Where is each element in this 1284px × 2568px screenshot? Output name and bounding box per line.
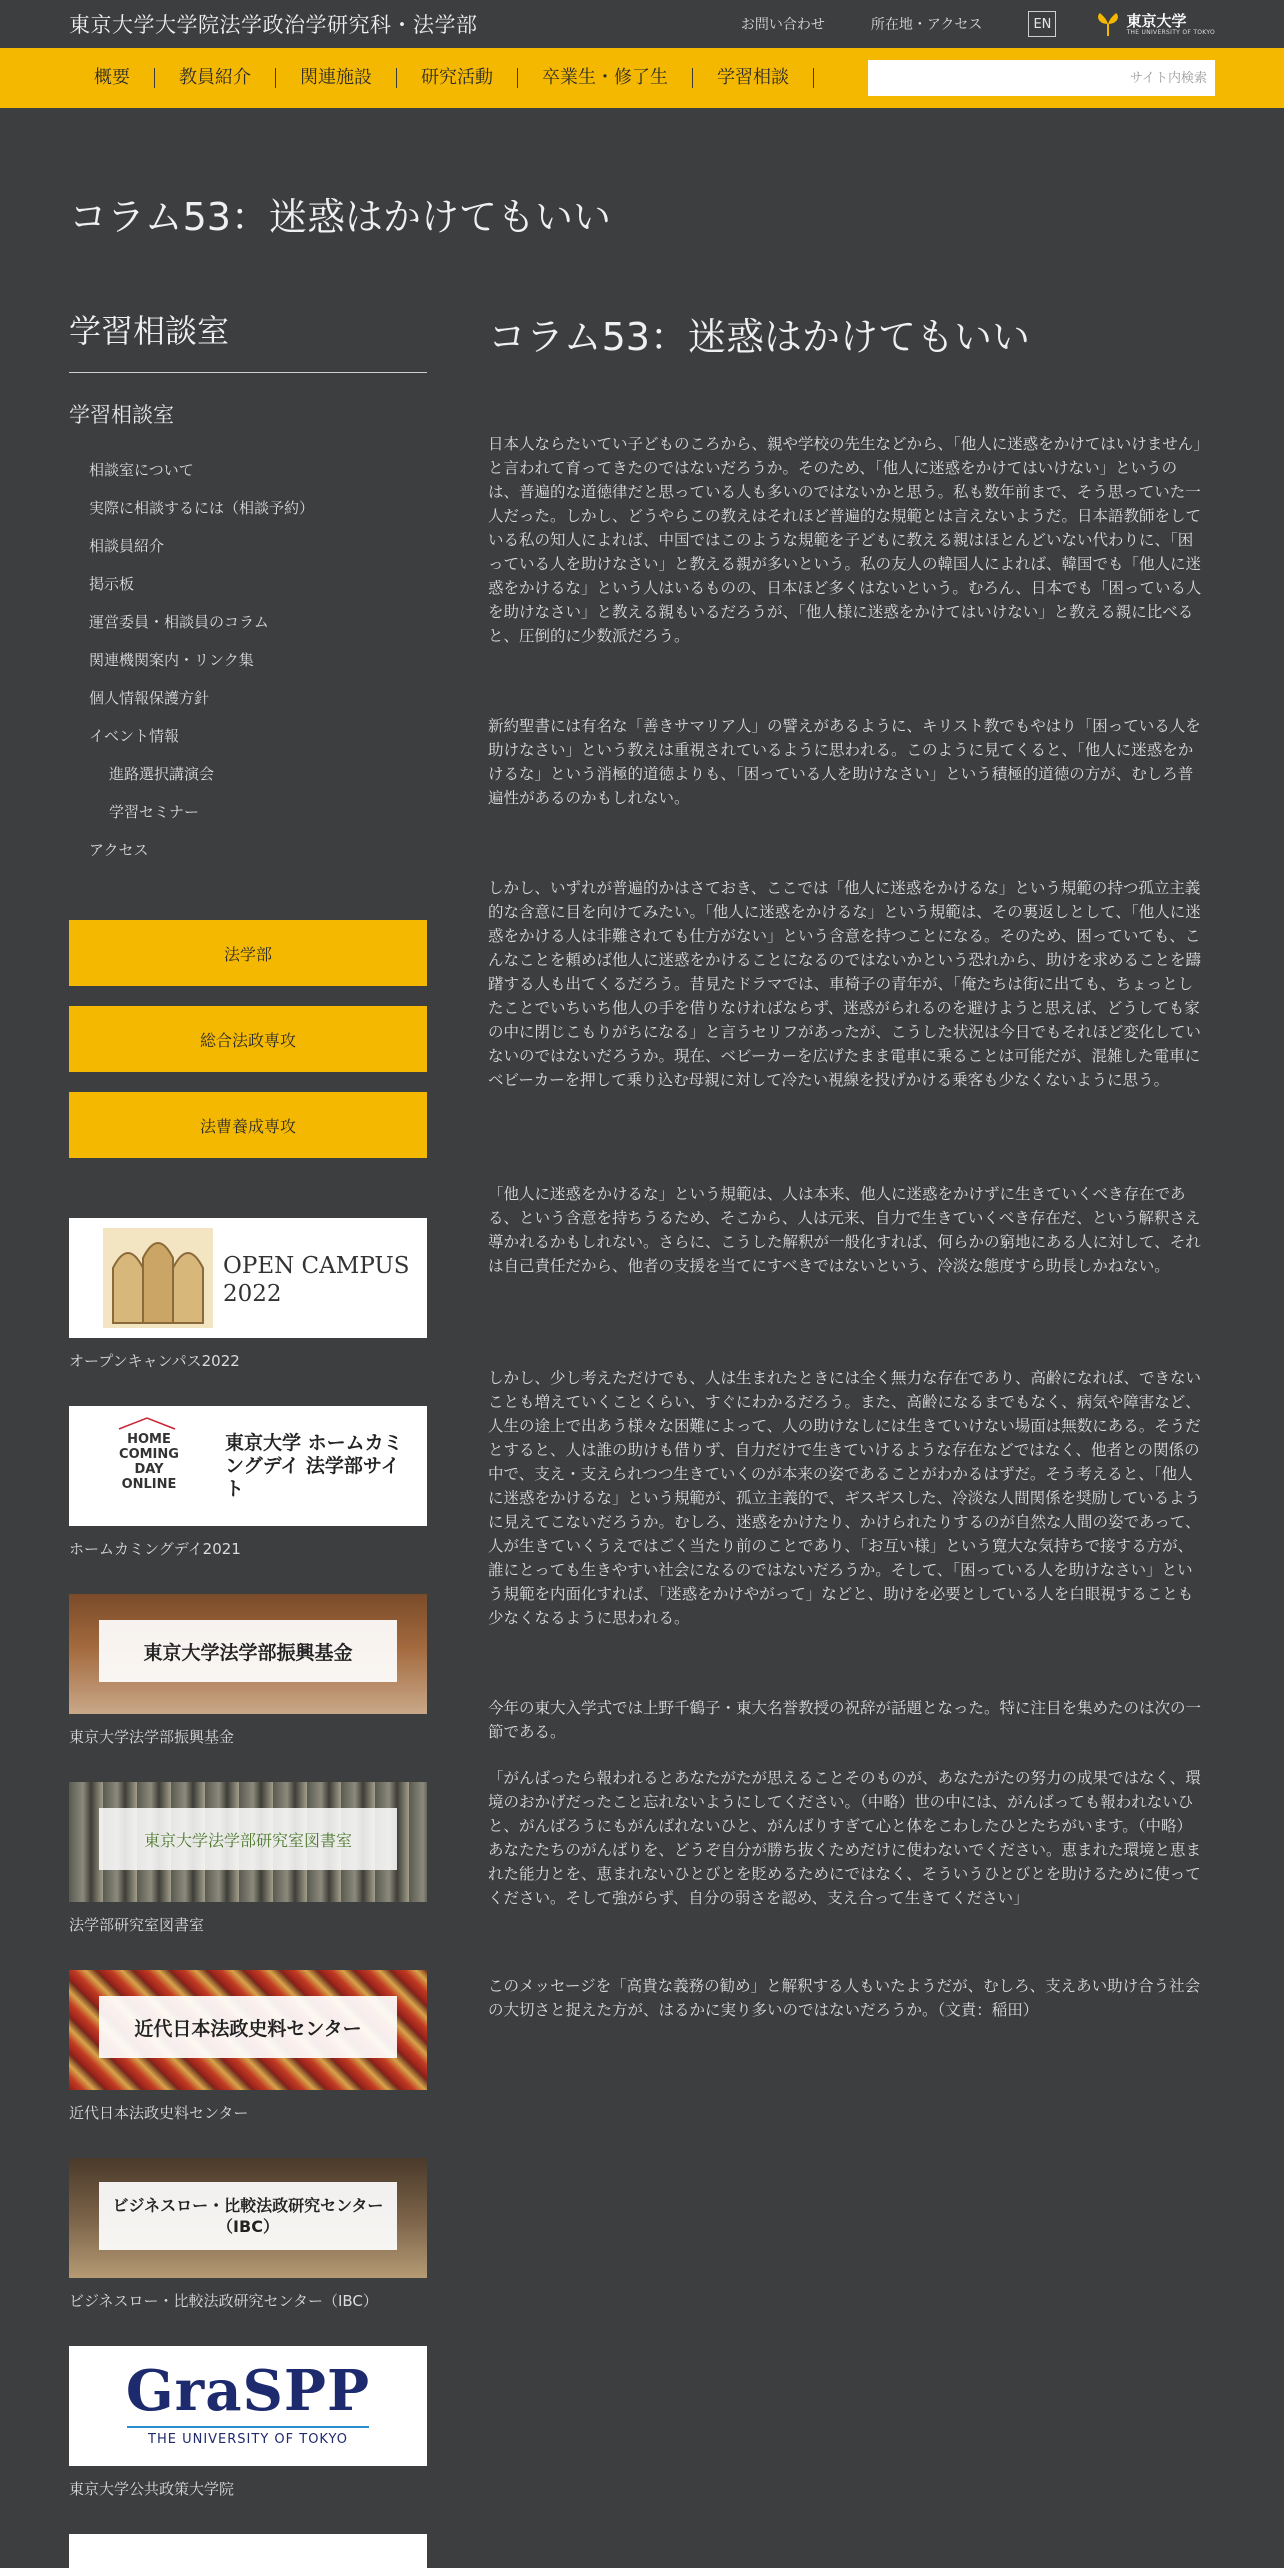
sidebar-subheading[interactable]: 学習相談室 xyxy=(69,403,174,427)
sidebar-item-privacy[interactable]: 個人情報保護方針 xyxy=(89,689,210,707)
fund-title: 東京大学法学部振興基金 xyxy=(99,1620,397,1682)
banner-graspp[interactable] xyxy=(69,2346,427,2499)
ibc-title: ビジネスロー・比較法政研究センター（IBC） xyxy=(99,2182,397,2250)
contact-link[interactable]: お問い合わせ xyxy=(740,17,825,33)
main-content xyxy=(488,306,1206,361)
sidebar xyxy=(69,306,427,869)
cathedral-illustration xyxy=(103,1228,213,1328)
banner-caption: 東京大学公共政策大学院 xyxy=(69,2480,235,2498)
article-paragraph: 今年の東大入学式では上野千鶴子・東大名誉教授の祝辞が話題となった。特に注目を集めたのは次の一節である。 xyxy=(488,1699,1202,1741)
banner-ibc[interactable] xyxy=(69,2158,427,2311)
page-title: コラム53：迷惑はかけてもいい xyxy=(69,195,611,239)
search-input[interactable] xyxy=(868,60,1215,96)
utokyo-logo[interactable] xyxy=(1094,10,1215,38)
nav-research[interactable]: 研究活動 xyxy=(397,68,518,88)
open-campus-title: OPEN CAMPUS 2022 xyxy=(223,1253,410,1307)
sidebar-item-seminar[interactable]: 学習セミナー xyxy=(109,803,200,821)
article-quote: 「がんばったら報われるとあなたがたが思えることそのものが、あなたがたの努力の成果ではなく、環境のおかげだったこと忘れないようにしてください。（中略）世の中には、がんばっても報われないひと、がんばろうにもがんばれないひと、がんばりすぎて心と体をこわしたひとたちがいます。（中略）あなたたちのがんばりを、どうぞ自分が勝ち抜くためだけに使わないでください。恵まれた環境と恵まれた能力とを、恵まれないひとびとを貶めるためにではなく、そういうひとびとを助けるために使ってください。そして強がらず、自分の弱さを認め、支え合って生きてください」 xyxy=(488,1769,1202,1907)
sidebar-item-columns[interactable]: 運営委員・相談員のコラム xyxy=(89,613,269,631)
logo-jp: 東京大学 xyxy=(1126,11,1187,30)
banner-caption: オープンキャンパス2022 xyxy=(69,1352,240,1370)
banner-library[interactable] xyxy=(69,1782,427,1935)
article-paragraph: 日本人ならたいてい子どものころから、親や学校の先生などから、「他人に迷惑をかけてはいけません」と言われて育ってきたのではないだろうか。そのため、「他人に迷惑をかけてはいけない」というのは、普遍的な道徳律だと思っている人も多いのではないかと思う。私も数年前まで、そう思っていた一人だった。しかし、どうやらこの教えはそれほど普遍的な規範とは言えないようだ。日本語教師をしている私の知人によれば、中国ではこのような規範を子どもに教える親はほとんどいない代わりに、「困っている人を助けなさい」と教える親が多いという。私の友人の韓国人によれば、韓国でも「他人に迷惑をかけるな」という人はいるものの、日本ほど多くはないという。むろん、日本でも「困っている人を助けなさい」と教える親もいるだろうが、「他人様に迷惑をかけてはいけない」と教える親に比べると、圧倒的に少数派だろう。 xyxy=(488,435,1202,645)
sidebar-item-events[interactable]: イベント情報 xyxy=(89,727,180,745)
nav-facilities[interactable]: 関連施設 xyxy=(276,68,397,88)
history-center-title: 近代日本法政史料センター xyxy=(99,1996,397,2058)
sidebar-item-counselors[interactable]: 相談員紹介 xyxy=(89,537,165,555)
article-paragraph: 「他人に迷惑をかけるな」という規範は、人は本来、他人に迷惑をかけずに生きていくべき存在である、という含意を持ちうるため、そこから、人は元来、自力で生きていくべき存在だ、という解釈さえ導かれるかもしれない。さらに、こうした解釈が一般化すれば、何らかの窮地にある人に対して、それは自己責任だから、他者の支援を当てにすべきではないという、冷淡な態度すら助長しかねない。 xyxy=(488,1185,1201,1275)
house-icon xyxy=(117,1416,177,1430)
article-paragraph: 新約聖書には有名な「善きサマリア人」の譬えがあるように、キリスト教でもやはり「困っている人を助けなさい」という教えは重視されているように思われる。このように見てくると、「他人に迷惑をかけるな」という消極的道徳よりも、「困っている人を助けなさい」という積極的道徳の方が、むしろ普遍性があるのかもしれない。 xyxy=(488,717,1201,807)
logo-en: THE UNIVERSITY OF TOKYO xyxy=(1126,28,1215,36)
law-school-button[interactable]: 法曹養成専攻 xyxy=(69,1092,427,1158)
banner-caption: ビジネスロー・比較法政研究センター（IBC） xyxy=(69,2292,378,2310)
comprehensive-law-button[interactable]: 総合法政専攻 xyxy=(69,1006,427,1072)
sidebar-menu xyxy=(69,451,427,869)
article-paragraph: このメッセージを「高貴な義務の勧め」と解釈する人もいたようだが、むしろ、支えあい助け合う社会の大切さと捉えた方が、はるかに実り多いのではないだろうか。（文責：稲田） xyxy=(488,1977,1201,2019)
banner-caption: ホームカミングデイ2021 xyxy=(69,1540,241,1558)
homecoming-badge: HOME COMING DAY ONLINE xyxy=(119,1432,179,1492)
sidebar-item-career-lecture[interactable]: 進路選択講演会 xyxy=(109,765,215,783)
graspp-divider xyxy=(127,2426,369,2428)
banner-legal-history-center[interactable] xyxy=(69,1970,427,2123)
banner-caption: 法学部研究室図書室 xyxy=(69,1916,205,1934)
site-title[interactable]: 東京大学大学院法学政治学研究科・法学部 xyxy=(69,13,478,37)
access-link[interactable]: 所在地・アクセス xyxy=(870,17,983,33)
top-header xyxy=(0,0,1284,48)
banner-caption: 近代日本法政史料センター xyxy=(69,2104,249,2122)
sidebar-buttons xyxy=(69,920,427,1178)
article-paragraph: しかし、いずれが普遍的かはさておき、ここでは「他人に迷惑をかけるな」という規範の持つ孤立主義的な含意に目を向けてみたい。「他人に迷惑をかけるな」という規範は、その裏返しとして、「他人に迷惑をかける人は非難されても仕方がない」という含意を持つことになる。そのため、困っていても、こんなことを頼めば他人に迷惑をかけることになるのではないかという恐れから、助けを求めることを躊躇する人も出てくるだろう。昔見たドラマでは、車椅子の青年が、「俺たちは街に出ても、ちょっとしたことでいちいち他人の手を借りなければならず、迷惑がられるのを避けようと思えば、どうしても家の中に閉じこもりがちになる」と言うセリフがあったが、こうした状況は今日でもそれほど変化していないのではないだろうか。現在、ベビーカーを広げたまま電車に乗ることは可能だが、混雑した電車にベビーカーを押して乗り込む母親に対して冷たい視線を投げかける乗客も少なくないように思う。 xyxy=(488,879,1202,1089)
english-button[interactable]: EN xyxy=(1028,11,1056,37)
graspp-subtitle: THE UNIVERSITY OF TOKYO xyxy=(148,2432,348,2447)
homecoming-title: 東京大学 ホームカミングデイ 法学部サイト xyxy=(225,1432,403,1500)
nav-learning-consultation[interactable]: 学習相談 xyxy=(693,68,814,88)
banner-next[interactable] xyxy=(69,2534,427,2568)
sidebar-item-access[interactable]: アクセス xyxy=(89,841,149,859)
nav-alumni[interactable]: 卒業生・修了生 xyxy=(518,68,693,88)
banner-open-campus[interactable] xyxy=(69,1218,427,1371)
main-nav xyxy=(0,48,1284,108)
banner-caption: 東京大学法学部振興基金 xyxy=(69,1728,235,1746)
sidebar-item-board[interactable]: 掲示板 xyxy=(89,575,135,593)
sidebar-item-links[interactable]: 関連機関案内・リンク集 xyxy=(89,651,254,669)
sidebar-heading[interactable]: 学習相談室 xyxy=(69,306,427,373)
faculty-of-law-button[interactable]: 法学部 xyxy=(69,920,427,986)
sidebar-item-about[interactable]: 相談室について xyxy=(89,461,194,479)
nav-faculty[interactable]: 教員紹介 xyxy=(155,68,276,88)
top-links xyxy=(695,0,1215,48)
nav-overview[interactable]: 概要 xyxy=(69,68,155,88)
article-paragraph: しかし、少し考えただけでも、人は生まれたときには全く無力な存在であり、高齢になれば、できないことも増えていくことくらい、すぐにわかるだろう。また、高齢になるまでもなく、病気や障害など、人生の途上で出あう様々な困難によって、人の助けなしには生きていけない場面は無数にある。そうだとすると、人は誰の助けも借りず、自力だけで生きていけるような存在などではなく、他者との関係の中で、支え・支えられつつ生きていくのが本来の姿であることがわかるはずだ。そう考えると、「他人に迷惑をかけるな」という規範が、孤立主義的で、ギスギスした、冷淡な人間関係を奨励しているように見えてこないだろうか。むしろ、迷惑をかけたり、かけられたりするのが自然な人間の姿であって、人が生きていくうえではごく当たり前のことであり、「お互い様」という寛大な気持ちで接する方が、誰にとっても生きやすい社会になるのではないだろうか。そして、「困っている人を助けなさい」という規範を内面化すれば、「迷惑をかけやがって」などと、助けを必要としている人を白眼視することも少なくなるように思われる。 xyxy=(488,1369,1202,1627)
sidebar-item-reservation[interactable]: 実際に相談するには（相談予約） xyxy=(89,499,315,517)
article-title: コラム53：迷惑はかけてもいい xyxy=(488,315,1030,359)
library-title: 東京大学法学部研究室図書室 xyxy=(99,1808,397,1870)
graspp-logo: GraSPP xyxy=(125,2358,371,2424)
banner-promotion-fund[interactable] xyxy=(69,1594,427,1747)
ginkgo-icon xyxy=(1094,10,1122,38)
banner-homecoming[interactable] xyxy=(69,1406,427,1559)
